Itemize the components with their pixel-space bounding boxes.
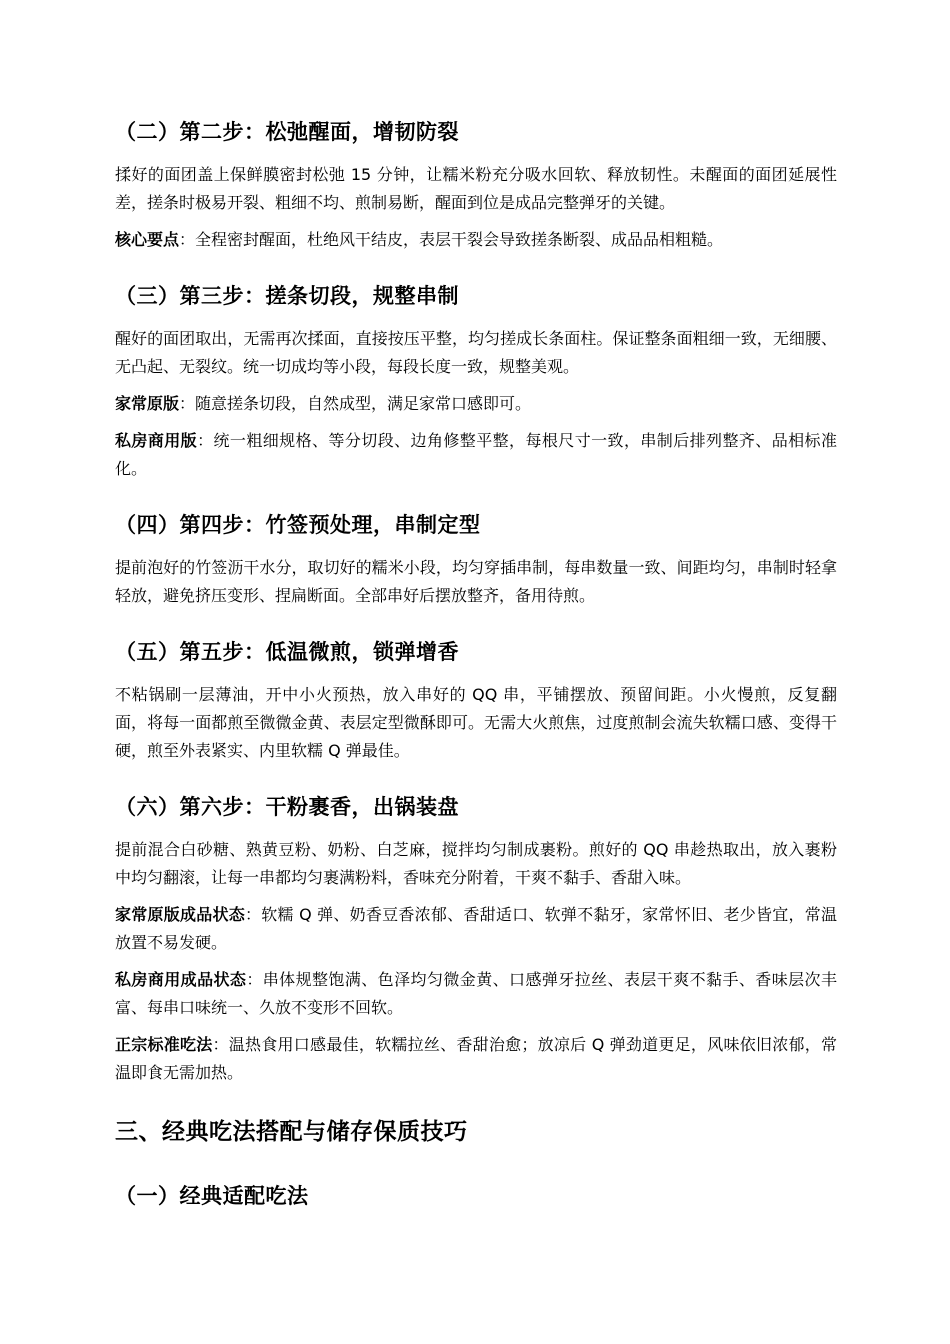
eat-method-label: 正宗标准吃法: [115, 1035, 213, 1054]
section-6-pro-state: [115, 966, 837, 1022]
section-4-heading: （四）第四步：竹签预处理，串制定型: [115, 513, 481, 537]
section-3-body: 醒好的面团取出，无需再次揉面，直接按压平整，均匀搓成长条面柱。保证整条面粗细一致，无细腰、无凸起、无裂纹。统一切成均等小段，每段长度一致，规整美观。: [115, 329, 837, 376]
section-2-heading: （二）第二步：松弛醒面，增韧防裂: [115, 120, 459, 144]
section-6-eat-method: [115, 1031, 837, 1087]
pro-version-text: ：统一粗细规格、等分切段、边角修整平整，每根尺寸一致，串制后排列整齐、品相标准化。: [115, 431, 837, 478]
section-6-heading: （六）第六步：干粉裹香，出锅装盘: [115, 795, 459, 819]
section-5-heading: （五）第五步：低温微煎，锁弹增香: [115, 640, 459, 664]
section-3-pro-version: [115, 427, 837, 483]
pro-state-label: 私房商用成品状态: [115, 970, 247, 989]
note-text: ：全程密封醒面，杜绝风干结皮，表层干裂会导致搓条断裂、成品品相粗糙。: [179, 230, 724, 249]
section-6-home-state: [115, 901, 837, 957]
section-2-note: [115, 226, 837, 254]
home-state-label: 家常原版成品状态: [115, 905, 246, 924]
pro-state-text: ：串体规整饱满、色泽均匀微金黄、口感弹牙拉丝、表层干爽不黏手、香味层次丰富、每串口味统一、久放不变形不回软。: [115, 970, 837, 1017]
eat-method-text: ：温热食用口感最佳，软糯拉丝、香甜治愈；放凉后 Q 弹劲道更足，风味依旧浓郁，常温即食无需加热。: [115, 1035, 837, 1082]
section-3-home-version: [115, 390, 837, 418]
section-5-body: 不粘锅刷一层薄油，开中小火预热，放入串好的 QQ 串，平铺摆放、预留间距。小火慢煎，反复翻面，将每一面都煎至微微金黄、表层定型微酥即可。无需大火煎焦，过度煎制会流失软糯口感、变得干硬，煎至外表紧实、内里软糯 Q 弹最佳。: [115, 685, 837, 760]
section-6-body: 提前混合白砂糖、熟黄豆粉、奶粉、白芝麻，搅拌均匀制成裹粉。煎好的 QQ 串趁热取出，放入裹粉中均匀翻滚，让每一串都均匀裹满粉料，香味充分附着，干爽不黏手、香甜入味。: [115, 840, 837, 887]
home-version-label: 家常原版: [115, 394, 180, 413]
section-4-body: 提前泡好的竹签沥干水分，取切好的糯米小段，均匀穿插串制，每串数量一致、间距均匀，串制时轻拿轻放，避免挤压变形、捏扁断面。全部串好后摆放整齐，备用待煎。: [115, 558, 837, 605]
part-3-sub-1-heading: （一）经典适配吃法: [115, 1184, 309, 1208]
home-state-text: ：软糯 Q 弹、奶香豆香浓郁、香甜适口、软弹不黏牙，家常怀旧、老少皆宜，常温放置不易发硬。: [115, 905, 837, 952]
part-3-heading: 三、经典吃法搭配与储存保质技巧: [115, 1119, 468, 1145]
home-version-text: ：随意搓条切段，自然成型，满足家常口感即可。: [179, 394, 532, 413]
section-2-body: 揉好的面团盖上保鲜膜密封松弛 15 分钟，让糯米粉充分吸水回软、释放韧性。未醒面的面团延展性差，搓条时极易开裂、粗细不均、煎制易断，醒面到位是成品完整弹牙的关键。: [115, 165, 837, 212]
section-3-heading: （三）第三步：搓条切段，规整串制: [115, 284, 459, 308]
note-label: 核心要点: [115, 230, 180, 249]
pro-version-label: 私房商用版: [115, 431, 198, 450]
